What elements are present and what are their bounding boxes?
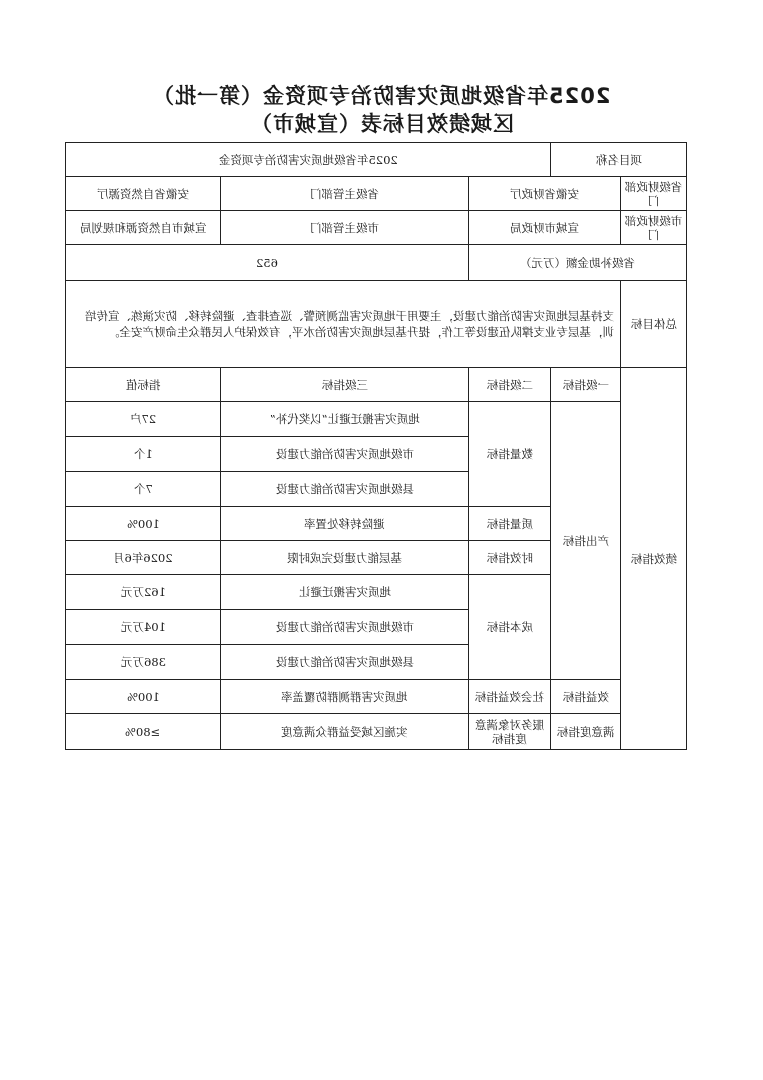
quality-label-cell: 质量指标 [469, 507, 551, 541]
row-name: 地质灾害群测群防覆盖率 [221, 680, 469, 714]
row-value: 1个 [66, 437, 221, 472]
row-value: ≥80% [66, 714, 221, 750]
subsidy-value-cell: 652 [66, 245, 469, 281]
city-row [66, 211, 687, 245]
row-value: 162万元 [66, 575, 221, 610]
perf-label-cell: 绩效指标 [621, 368, 687, 750]
row-name: 市级地质灾害防治能力建设 [221, 437, 469, 472]
row-value: 7个 [66, 472, 221, 507]
prov-dept-value-cell: 安徽省自然资源厅 [66, 177, 221, 211]
row-value: 2026年6月 [66, 541, 221, 575]
project-name-row [66, 143, 687, 177]
city-dept-value-cell: 宣城市自然资源和规划局 [66, 211, 221, 245]
goal-text-cell: 支持基层地质灾害防治能力建设，主要用于地质灾害监测预警、巡查排查、避险转移、防灾演练、宣传培训，基层专业支撑队伍建设等工作，提升基层地质灾害防治水平，有效保护人民群众生命财产安全。 [66, 281, 621, 368]
row-value: 27户 [66, 402, 221, 437]
subsidy-row [66, 245, 687, 281]
row-name: 地质灾害搬迁避让 [221, 575, 469, 610]
satisfaction-label-cell: 满意度指标 [551, 714, 621, 750]
city-dept-label-cell: 市级主管部门 [221, 211, 469, 245]
row-name: 基层能力建设完成时限 [221, 541, 469, 575]
table-row [66, 714, 687, 750]
row-value: 104万元 [66, 610, 221, 645]
city-finance-value-cell: 宣城市财政局 [469, 211, 621, 245]
header-level1: 一级指标 [551, 368, 621, 402]
goal-row [66, 281, 687, 368]
row-name: 实施区域受益群众满意度 [221, 714, 469, 750]
cost-label-cell: 成本指标 [469, 575, 551, 680]
service-label-cell: 服务对象满意度指标 [469, 714, 551, 750]
prov-dept-label-cell: 省级主管部门 [221, 177, 469, 211]
project-name-value-cell: 2025年省级地质灾害防治专项资金 [66, 143, 551, 177]
subsidy-label-cell: 省级补助金额（万元） [469, 245, 687, 281]
row-name: 地质灾害搬迁避让“以奖代补” [221, 402, 469, 437]
header-level2: 二级指标 [469, 368, 551, 402]
goal-label-cell: 总体目标 [621, 281, 687, 368]
quantity-label-cell: 数量指标 [469, 402, 551, 507]
header-level3: 三级指标 [221, 368, 469, 402]
effect-label-cell: 效益指标 [551, 680, 621, 714]
row-value: 100% [66, 507, 221, 541]
row-name: 避险转移处置率 [221, 507, 469, 541]
table-row [66, 402, 687, 437]
prov-finance-label-cell: 省级财政部门 [621, 177, 687, 211]
performance-table [65, 142, 687, 750]
project-name-label-cell: 项目名称 [551, 143, 687, 177]
row-value: 100% [66, 680, 221, 714]
city-finance-label-cell: 市级财政部门 [621, 211, 687, 245]
output-label-cell: 产出指标 [551, 402, 621, 680]
row-name: 市级地质灾害防治能力建设 [221, 610, 469, 645]
row-name: 县级地质灾害防治能力建设 [221, 472, 469, 507]
province-row [66, 177, 687, 211]
row-name: 县级地质灾害防治能力建设 [221, 645, 469, 680]
timeliness-label-cell: 时效指标 [469, 541, 551, 575]
social-label-cell: 社会效益指标 [469, 680, 551, 714]
title-line-1: 2025年省级地质灾害防治专项资金（第一批） [152, 84, 611, 108]
row-value: 386万元 [66, 645, 221, 680]
prov-finance-value-cell: 安徽省财政厅 [469, 177, 621, 211]
header-row [66, 368, 687, 402]
title-line-2: 区域绩效目标表（宣城市） [249, 112, 514, 136]
table-row [66, 680, 687, 714]
header-value: 指标值 [66, 368, 221, 402]
